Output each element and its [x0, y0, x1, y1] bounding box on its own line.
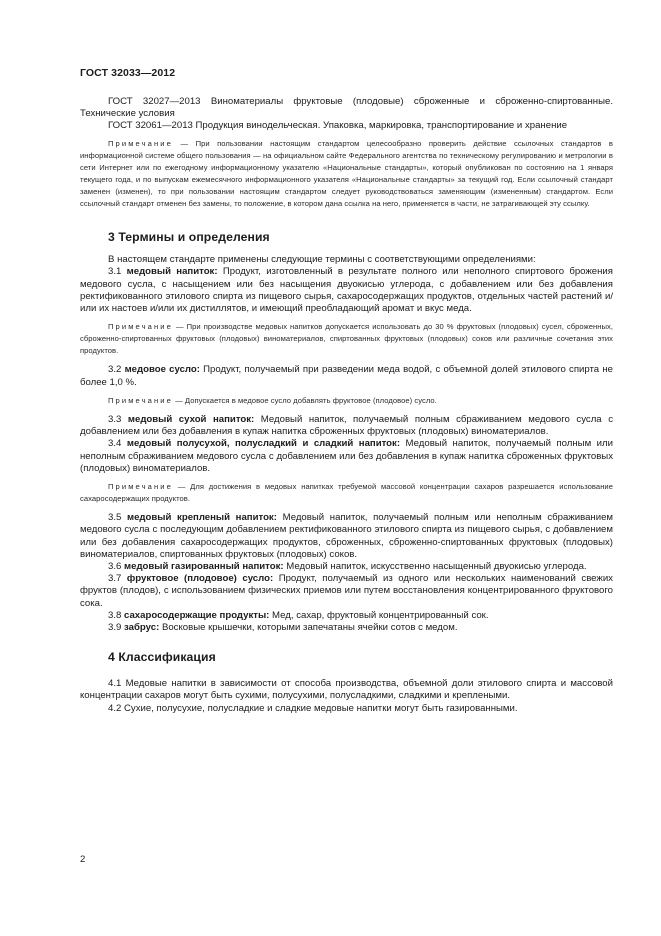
term-definition: Продукт, получаемый из одного или нескольких наименований свежих фруктов (плодов), с использованием физических приемов или путем восстановления концентрированного фруктового сока.: [80, 573, 613, 609]
term-3-1: [80, 266, 613, 315]
document-header-title: ГОСТ 32033—2012: [80, 67, 176, 79]
term-name: медовый газированный напиток:: [124, 560, 284, 572]
term-3-8: [80, 610, 613, 622]
term-number: 3.7: [108, 573, 127, 585]
section-3-heading: 3 Термины и определения: [108, 230, 270, 245]
paragraph-4-2: 4.2 Сухие, полусухие, полусладкие и сладкие медовые напитки могут быть газированными.: [108, 702, 518, 714]
term-definition: Медовый напиток, искусственно насыщенный двуокисью углерода.: [283, 560, 587, 572]
term-3-2: [80, 364, 613, 388]
term-definition: Медовый напиток, получаемый полным или неполным сбраживанием медового сусла с добавлением или без добавления в купаж напитка сброженных фруктовых (плодовых) виноматериалов.: [80, 438, 613, 474]
note-label: Примечание: [108, 322, 173, 332]
note-3-2: [80, 395, 613, 407]
term-number: 3.4: [108, 438, 127, 450]
term-number: 3.8: [108, 609, 125, 621]
reference-item: ГОСТ 32027—2013 Виноматериалы фруктовые (плодовые) сброженные и сброженно-спиртованные. Технические условия: [80, 96, 613, 120]
term-3-3: [80, 414, 613, 438]
term-3-4: [80, 438, 613, 475]
term-definition: Продукт, получаемый при разведении меда водой, с объемной долей этилового спирта не более 1,0 %.: [80, 364, 613, 388]
reference-item: ГОСТ 32061—2013 Продукция винодельческая. Упаковка, маркировка, транспортирование и хранение: [108, 120, 568, 132]
term-name: забрус:: [124, 622, 160, 633]
note-text: — При производстве медовых напитков допускается использовать до 30 % фруктовых (плодовых) сусел, сброженных, сброженно-спиртованных фруктовых (плодовых) виноматериалов, спиртованных фруктовых (плодовых) соков или различные сочетания этих продуктов.: [80, 322, 613, 356]
note-3-4: [80, 481, 613, 505]
term-3-7: [80, 573, 613, 610]
term-number: 3.1: [108, 266, 127, 278]
term-name: медовый полусухой, полусладкий и сладкий напиток:: [126, 438, 401, 450]
term-name: медовый напиток:: [126, 266, 218, 278]
section-4-heading: 4 Классификация: [108, 650, 216, 665]
note-3-1: [80, 321, 613, 357]
term-definition: Медовый напиток, получаемый полным или неполным сбраживанием медового сусла с последующим добавлением ректификованного этилового спирта из пищевого сырья, с добавлением или без добавления сахаросодержащих продуктов, сброженных, сброженно-спиртованных фруктовых (плодовых) виноматериалов, спиртованных фруктовых (плодовых) соков.: [80, 512, 613, 560]
term-name: медовый крепленый напиток:: [127, 512, 277, 524]
term-number: 3.5: [108, 512, 127, 524]
note-text: — Допускается в медовое сусло добавлять фруктовое (плодовое) сусло.: [175, 395, 437, 405]
term-3-5: [80, 512, 613, 561]
term-number: 3.3: [108, 413, 128, 425]
term-definition: Восковые крышечки, которыми запечатаны ячейки сотов с медом.: [159, 622, 458, 633]
term-number: 3.9: [108, 622, 125, 633]
note-label: Примечание: [108, 481, 173, 491]
page-number: 2: [80, 854, 86, 865]
references-note: [80, 138, 613, 211]
term-3-6: [80, 561, 613, 573]
term-definition: Медовый напиток, получаемый полным сбраживанием медового сусла с добавлением или без добавления в купаж напитка сброженных фруктовых (плодовых) виноматериалов.: [80, 413, 613, 438]
note-text: — При пользовании настоящим стандартом целесообразно проверить действие ссылочных стандартов в информационной системе общего пользования — на официальном сайте Федерального агентства по техническому регулированию и метрологии в сети Интернет или по ежегодному информационному указателю «Национальные стандарты», который опубликован по состоянию на 1 января текущего года, и по выпускам ежемесячного информационного указателя «Национальные стандарты» за текущий год. Если ссылочный стандарт заменен (изменен), то при пользовании настоящим стандартом следует руководствоваться заменяющим (измененным) стандартом. Если ссылочный стандарт отменен без замены, то положение, в котором дана ссылка на него, применяется в части, не затрагивающей эту ссылку.: [80, 138, 613, 209]
term-definition: Мед, сахар, фруктовый концентрированный сок.: [269, 609, 489, 621]
paragraph-4-1: 4.1 Медовые напитки в зависимости от способа производства, объемной доли этилового спирта и массовой концентрации сахаров могут быть сухими, полусухими, полусладкими, сладкими и креплеными.: [80, 678, 613, 702]
term-name: медовый сухой напиток:: [127, 413, 255, 425]
term-name: фруктовое (плодовое) сусло:: [126, 573, 274, 585]
term-3-9: [80, 622, 613, 634]
page-content: [80, 96, 613, 715]
term-definition: Продукт, изготовленный в результате полного или неполного спиртового брожения медового сусла, с насыщением или без насыщения двуокисью углерода, с добавлением или без добавления ректификованного этилового спирта из пищевого сырья, сахаросодержащих продуктов, отдельных частей растений и/или их настоев и/или их дистиллятов, и имеющий преобладающий аромат и вкус меда.: [80, 266, 613, 314]
term-name: сахаросодержащие продукты:: [124, 609, 270, 621]
note-label: Примечание: [108, 138, 173, 148]
term-name: медовое сусло:: [124, 364, 200, 376]
section-3-intro: В настоящем стандарте применены следующие термины с соответствующими определениями:: [108, 254, 536, 266]
term-number: 3.6: [108, 560, 125, 572]
note-label: Примечание: [108, 395, 173, 405]
term-number: 3.2: [108, 364, 125, 376]
note-text: — Для достижения в медовых напитках требуемой массовой концентрации сахаров разрешается использование сахаросодержащих продуктов.: [80, 481, 614, 504]
